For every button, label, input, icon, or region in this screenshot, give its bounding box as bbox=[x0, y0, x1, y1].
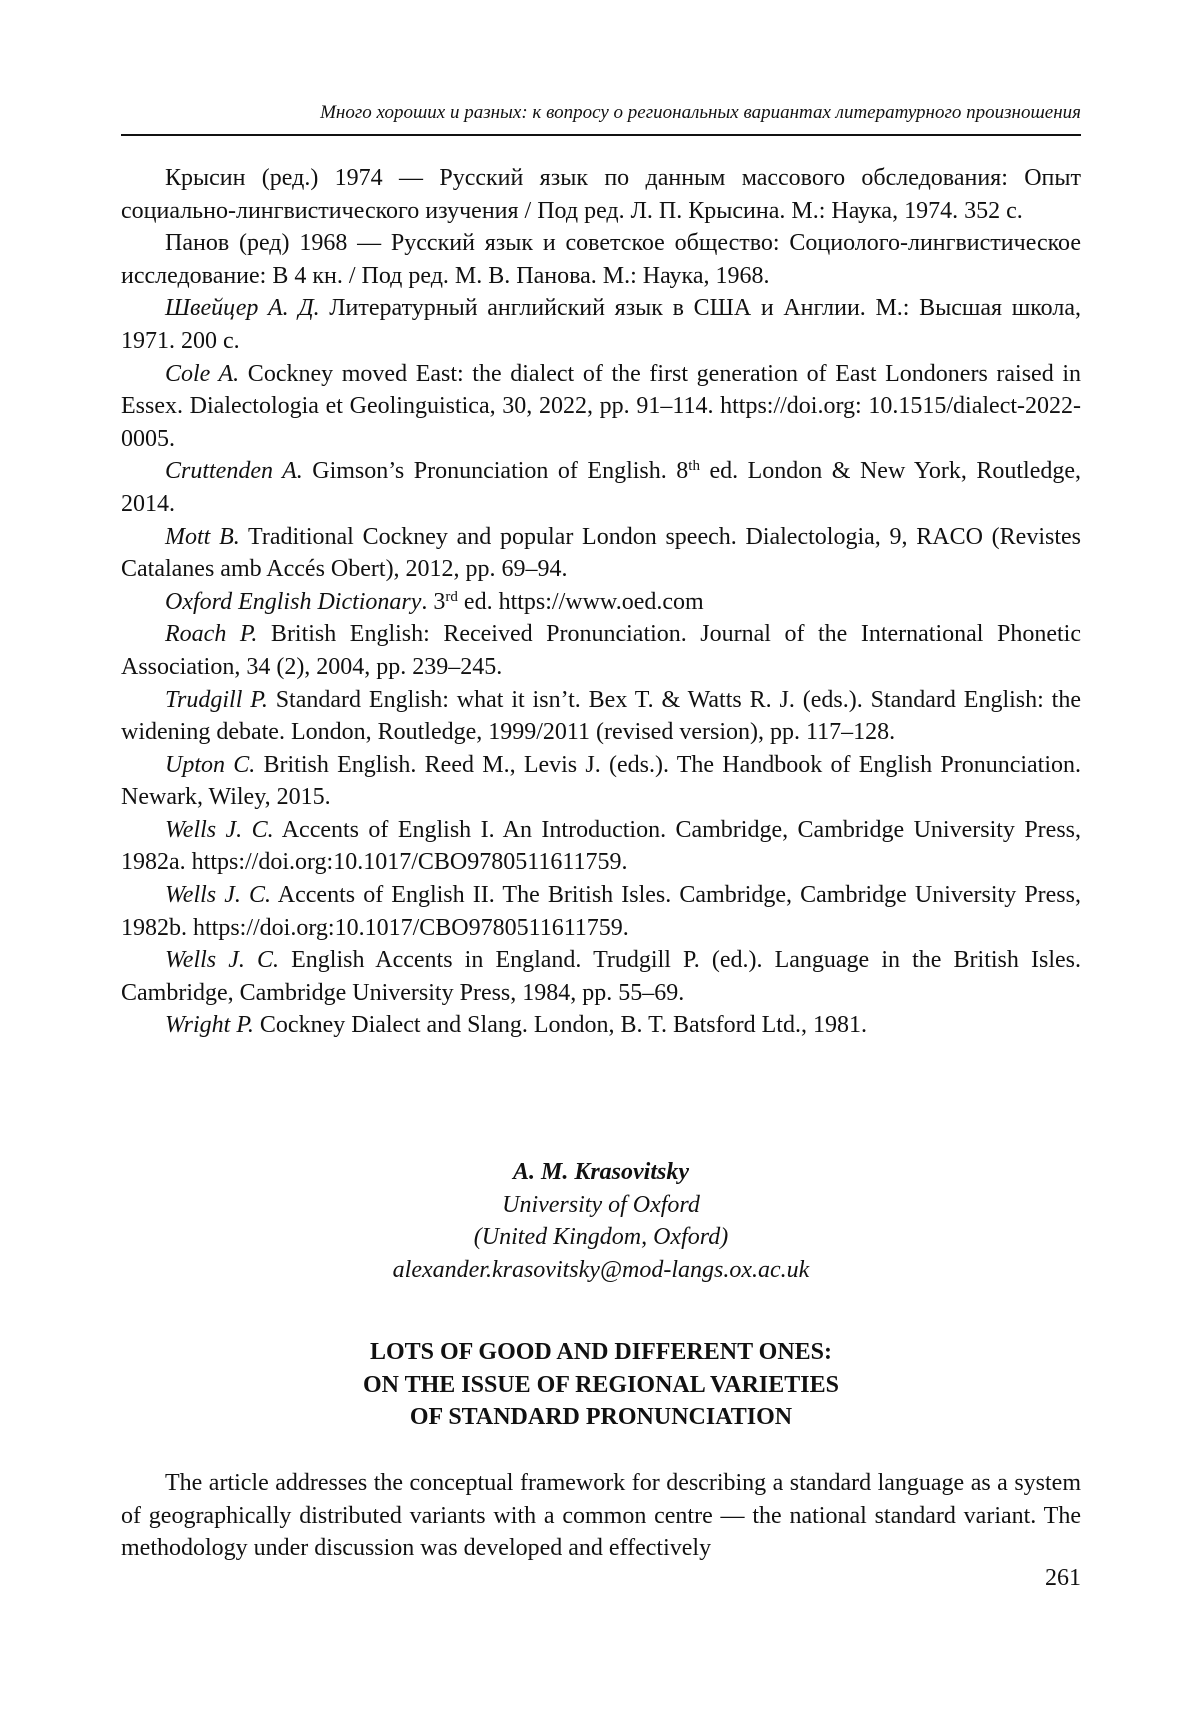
article-title bbox=[121, 1336, 1081, 1434]
reference-text: Литературный английский язык в США и Англии. М.: Высшая школа, 1971. 200 с. bbox=[121, 295, 1081, 354]
reference-text: Gimson’s Pronunciation of English. 8 bbox=[302, 458, 689, 485]
reference-author: Wells J. C. bbox=[165, 816, 274, 843]
header-rule bbox=[121, 134, 1081, 136]
reference-author: Wright P. bbox=[165, 1012, 254, 1039]
reference-author: Trudgill P. bbox=[165, 686, 268, 713]
reference-text: Cockney moved East: the dialect of the first generation of East Londoners raised in Essex. Dialectologia et Geolinguistica, 30, 2022, pp. 91–114. https://doi.org: 10.1515/dialect-2022-0005. bbox=[121, 360, 1081, 452]
reference-item bbox=[121, 521, 1081, 586]
reference-item bbox=[121, 292, 1081, 357]
reference-text: Standard English: what it isn’t. Bex T. & Watts R. J. (eds.). Standard English: the widening debate. London, Routledge, 1999/2011 (revised version), pp. 117–128. bbox=[121, 686, 1081, 746]
reference-author: Oxford English Dictionary bbox=[165, 588, 422, 615]
title-line: OF STANDARD PRONUNCIATION bbox=[409, 1404, 793, 1431]
author-block bbox=[121, 1156, 1081, 1286]
reference-item bbox=[121, 814, 1081, 879]
reference-item bbox=[121, 944, 1081, 1009]
reference-author: Mott B. bbox=[165, 523, 240, 550]
author-affiliation: University of Oxford bbox=[502, 1191, 700, 1218]
reference-text: Accents of English I. An Introduction. Cambridge, Cambridge University Press, 1982a. https://doi.org:10.1017/CBO9780511611759. bbox=[121, 816, 1082, 876]
reference-item bbox=[121, 684, 1081, 749]
reference-superscript: rd bbox=[445, 588, 458, 605]
reference-author: Wells J. C. bbox=[165, 882, 271, 909]
reference-author: Cole A. bbox=[165, 360, 240, 387]
reference-author: Roach P. bbox=[165, 621, 258, 648]
reference-item bbox=[121, 455, 1081, 520]
author-location: (United Kingdom, Oxford) bbox=[473, 1224, 729, 1251]
reference-text: Крысин (ред.) 1974 — Русский язык по данным массового обследования: Опыт социально-лингвистического изучения / Под ред. Л. П. Крысина. М.: Наука, 1974. 352 с. bbox=[121, 165, 1081, 224]
reference-item bbox=[121, 227, 1081, 292]
reference-text: Accents of English II. The British Isles. Cambridge, Cambridge University Press, 1982b. https://doi.org:10.1017/CBO9780511611759. bbox=[121, 882, 1081, 941]
reference-author: Cruttenden A. bbox=[165, 458, 303, 485]
reference-item bbox=[121, 358, 1081, 456]
reference-author: Швейцер А. Д. bbox=[165, 295, 320, 322]
title-line: ON THE ISSUE OF REGIONAL VARIETIES bbox=[363, 1371, 839, 1398]
reference-item bbox=[121, 162, 1081, 227]
page-number: 261 bbox=[1045, 1565, 1081, 1591]
reference-text: British English. Reed M., Levis J. (eds.). The Handbook of English Pronunciation. Newark, Wiley, 2015. bbox=[121, 751, 1082, 811]
reference-item bbox=[121, 1009, 1081, 1042]
reference-text-after: ed. https://www.oed.com bbox=[457, 588, 704, 615]
author-name: A. M. Krasovitsky bbox=[512, 1159, 689, 1185]
abstract-paragraph: The article addresses the conceptual framework for describing a standard language as a system of geographically distributed variants with a common centre — the national standard variant. The methodology under discussion was developed and effectively bbox=[121, 1470, 1081, 1562]
reference-item bbox=[121, 879, 1081, 944]
reference-item bbox=[121, 618, 1081, 683]
reference-text: English Accents in England. Trudgill P. (ed.). Language in the British Isles. Cambridge, Cambridge University Press, 1984, pp. 55–69. bbox=[121, 947, 1081, 1006]
reference-text: Cockney Dialect and Slang. London, B. T. Batsford Ltd., 1981. bbox=[253, 1012, 867, 1039]
running-head: Много хороших и разных: к вопросу о региональных вариантах литературного произношения bbox=[320, 102, 1081, 123]
reference-text: Панов (ред) 1968 — Русский язык и советское общество: Социолого-лингвистическое исследование: В 4 кн. / Под ред. М. В. Панова. М.: Наука, 1968. bbox=[121, 230, 1081, 289]
reference-item bbox=[121, 749, 1081, 814]
reference-author: Upton C. bbox=[165, 751, 256, 778]
reference-list bbox=[121, 162, 1081, 1042]
reference-author: Wells J. C. bbox=[165, 947, 280, 974]
reference-item bbox=[121, 586, 1081, 619]
reference-superscript: th bbox=[688, 458, 700, 475]
author-email[interactable]: alexander.krasovitsky@mod-langs.ox.ac.uk bbox=[392, 1256, 810, 1283]
title-line: LOTS OF GOOD AND DIFFERENT ONES: bbox=[369, 1339, 833, 1365]
reference-text-after: ed. London & New York, Routledge, 2014. bbox=[121, 458, 1081, 517]
reference-text: British English: Received Pronunciation. Journal of the International Phonetic Association, 34 (2), 2004, pp. 239–245. bbox=[121, 621, 1081, 680]
reference-text: Traditional Cockney and popular London speech. Dialectologia, 9, RACO (Revistes Catalanes amb Accés Obert), 2012, pp. 69–94. bbox=[121, 523, 1081, 583]
reference-text: . 3 bbox=[421, 588, 446, 615]
